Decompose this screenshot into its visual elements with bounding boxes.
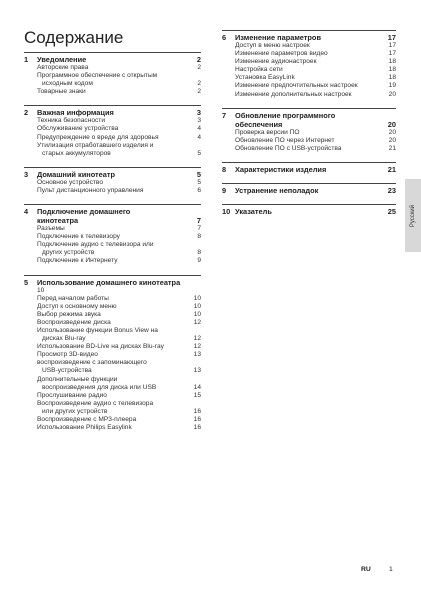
section-number: 6: [222, 33, 227, 42]
entry-text: Разъемы: [37, 225, 65, 233]
entry-page: 15: [193, 391, 201, 399]
toc-entry[interactable]: [222, 129, 396, 137]
toc-section: [24, 204, 201, 265]
entry-page: 18: [388, 74, 396, 82]
toc-section: [24, 167, 201, 195]
entry-spacer: [24, 134, 37, 142]
entry-page: 3: [197, 117, 201, 125]
toc-entry[interactable]: [222, 42, 396, 50]
entry-text: или других устройств: [42, 407, 108, 415]
toc-entry[interactable]: [222, 137, 396, 145]
toc-section: [222, 162, 396, 174]
toc-entry[interactable]: [222, 66, 396, 74]
entry-page: [189, 400, 201, 408]
entry-spacer: [24, 179, 37, 187]
entry-spacer: [24, 424, 37, 432]
entry-spacer: [24, 295, 37, 303]
section-number: 7: [222, 110, 227, 120]
entry-spacer: [24, 287, 37, 295]
entry-page: 10: [193, 294, 201, 302]
entry-spacer: [24, 376, 37, 384]
section-page: [189, 278, 201, 287]
entry-page: 16: [193, 416, 201, 423]
entry-text: Утилизация отработавшего изделия и: [37, 141, 154, 149]
entry-spacer: [24, 125, 37, 133]
toc-entry[interactable]: [24, 88, 201, 96]
section-page: 3: [196, 108, 201, 118]
entry-text: Предупреждение о вреде для здоровья: [37, 133, 159, 141]
entry-spacer: [24, 351, 37, 359]
toc-entry[interactable]: [24, 376, 201, 384]
entry-page: 10: [193, 302, 201, 310]
entry-page: 12: [193, 343, 201, 351]
toc-section-heading[interactable]: [24, 278, 201, 287]
entry-page: [189, 327, 201, 335]
entry-spacer: [24, 408, 37, 416]
entry-text: Подключение к телевизору: [37, 233, 120, 241]
entry-text: Воспроизведение аудио с телевизора: [37, 399, 154, 407]
entry-page: [189, 376, 201, 384]
toc-section-heading[interactable]: [222, 111, 396, 120]
entry-spacer: [24, 80, 37, 88]
toc-entry[interactable]: [24, 142, 201, 150]
entry-text: Установка EasyLink: [235, 74, 295, 82]
entry-text: Авторские права: [37, 64, 89, 71]
entry-page: 13: [193, 351, 201, 359]
footer-page-number: 1: [389, 566, 393, 573]
entry-spacer: [24, 367, 37, 375]
entry-page: [189, 142, 201, 150]
entry-spacer: [24, 343, 37, 351]
entry-page: 8: [197, 249, 201, 257]
entry-spacer: [222, 91, 235, 99]
entry-spacer: [24, 335, 37, 343]
entry-spacer: [24, 319, 37, 327]
entry-text: старых аккумуляторов: [42, 149, 111, 157]
entry-page: 12: [193, 318, 201, 326]
entry-text: других устройств: [42, 249, 95, 257]
entry-text: Прослушивание радио: [37, 391, 107, 399]
toc-section-heading[interactable]: [24, 170, 201, 179]
toc-section: [24, 52, 201, 96]
entry-spacer: [24, 311, 37, 319]
entry-text: Просмотр 3D-видео: [37, 351, 98, 359]
entry-page: 14: [193, 383, 201, 391]
side-tab-label: Русский: [410, 204, 416, 227]
entry-text: Обслуживание устройства: [37, 125, 119, 133]
entry-page: 12: [193, 335, 201, 343]
page-title: Содержание: [24, 28, 124, 47]
section-page: 2: [196, 55, 201, 64]
entry-text: Использование функции Bonus View на: [37, 326, 158, 334]
entry-page: 5: [197, 149, 201, 157]
toc-entry[interactable]: [24, 424, 201, 432]
section-page: 7: [196, 216, 201, 226]
toc-entry[interactable]: [24, 408, 201, 416]
section-title: Подключение домашнего: [37, 207, 131, 217]
entry-text: Проверка версии ПО: [235, 128, 300, 136]
entry-spacer: [24, 384, 37, 392]
entry-spacer: [24, 187, 37, 195]
entry-spacer: [222, 50, 235, 58]
entry-spacer: [24, 327, 37, 335]
entry-spacer: [24, 150, 37, 158]
language-side-tab: [405, 179, 421, 252]
toc-entry[interactable]: [24, 80, 201, 88]
section-number: 2: [24, 108, 29, 118]
toc-entry[interactable]: [24, 125, 201, 133]
toc-section-heading-cont[interactable]: [24, 216, 201, 225]
toc-entry[interactable]: [24, 416, 201, 424]
entry-text: Подключение к Интернету: [37, 257, 118, 265]
toc-entry[interactable]: [24, 400, 201, 408]
entry-text: Изменение предпочтительных настроек: [235, 82, 358, 90]
entry-text: Подключение аудио с телевизора или: [37, 241, 154, 249]
entry-page: 16: [193, 424, 201, 432]
entry-text: исходным кодом: [42, 80, 93, 88]
entry-spacer: [24, 257, 37, 265]
entry-page: 20: [388, 90, 396, 98]
section-page: [384, 111, 396, 120]
entry-text: Использование Philips Easylink: [37, 424, 132, 432]
toc-entry[interactable]: [24, 179, 201, 187]
section-number: 10: [222, 206, 231, 216]
section-page: 21: [387, 164, 396, 174]
entry-text: Воспроизведение с MP3-плеера: [37, 416, 137, 423]
toc-entry[interactable]: [222, 91, 396, 99]
toc-entry[interactable]: [24, 335, 201, 343]
entry-text: Изменение дополнительных настроек: [235, 90, 352, 98]
entry-spacer: [222, 66, 235, 74]
entry-spacer: [24, 303, 37, 311]
toc-section-heading[interactable]: [222, 207, 396, 216]
toc-entry[interactable]: [24, 287, 201, 295]
entry-spacer: [222, 42, 235, 50]
toc-section: [24, 275, 201, 433]
section-number-spacer: [222, 120, 235, 129]
entry-page: 10: [193, 310, 201, 318]
entry-page: [189, 241, 201, 249]
entry-spacer: [222, 74, 235, 82]
entry-page: 18: [388, 66, 396, 74]
toc-entry[interactable]: [222, 50, 396, 58]
section-page: 17: [387, 33, 396, 42]
section-page: 25: [387, 206, 396, 216]
section-page: 23: [387, 185, 396, 195]
toc-entry[interactable]: [24, 257, 201, 265]
entry-spacer: [222, 129, 235, 137]
entry-page: 2: [197, 88, 201, 96]
section-number: 9: [222, 185, 227, 195]
toc-section: [222, 30, 396, 99]
entry-text: 10: [37, 286, 45, 294]
entry-spacer: [24, 225, 37, 233]
entry-page: 8: [197, 233, 201, 241]
toc-entry[interactable]: [222, 82, 396, 90]
entry-page: 6: [197, 186, 201, 194]
toc-left-column: [24, 52, 201, 441]
toc-entry[interactable]: [24, 150, 201, 158]
toc-section-heading[interactable]: [24, 55, 201, 64]
entry-spacer: [222, 137, 235, 145]
entry-page: 2: [197, 80, 201, 88]
entry-text: дисках Blu-ray: [42, 335, 86, 343]
toc-entry[interactable]: [24, 187, 201, 195]
section-title: Указатель: [235, 206, 272, 216]
toc-section-heading[interactable]: [24, 207, 201, 216]
entry-spacer: [24, 72, 37, 80]
section-title: Обновление программного: [235, 110, 336, 120]
entry-page: 20: [388, 136, 396, 144]
toc-entry[interactable]: [24, 249, 201, 257]
entry-spacer: [24, 400, 37, 408]
entry-spacer: [24, 142, 37, 150]
toc-entry[interactable]: [24, 225, 201, 233]
section-title: Важная информация: [37, 108, 114, 118]
entry-spacer: [24, 117, 37, 125]
entry-spacer: [24, 392, 37, 400]
entry-spacer: [24, 359, 37, 367]
toc-entry[interactable]: [24, 303, 201, 311]
section-number: 1: [24, 55, 29, 64]
toc-section: [222, 183, 396, 195]
toc-entry[interactable]: [24, 343, 201, 351]
entry-spacer: [222, 58, 235, 66]
entry-page: 7: [197, 225, 201, 233]
entry-spacer: [24, 64, 37, 72]
entry-page: [189, 287, 201, 295]
entry-text: Настройка сети: [235, 66, 283, 74]
entry-page: 13: [193, 367, 201, 375]
section-title-line2: обеспечения: [235, 119, 283, 129]
toc-section: [222, 204, 396, 216]
toc-section-heading[interactable]: [222, 186, 396, 195]
toc-section: [24, 105, 201, 157]
entry-page: 21: [388, 144, 396, 152]
toc-section-heading[interactable]: [222, 165, 396, 174]
section-title: Уведомление: [37, 55, 87, 64]
entry-text: Основное устройство: [37, 178, 104, 186]
entry-page: 16: [193, 407, 201, 415]
toc-section-heading[interactable]: [222, 33, 396, 42]
section-page: 5: [196, 169, 201, 179]
section-number: 4: [24, 207, 29, 217]
entry-text: Товарные знаки: [37, 88, 86, 96]
toc-entry[interactable]: [24, 311, 201, 319]
entry-page: [189, 359, 201, 367]
section-number: 3: [24, 169, 29, 179]
entry-page: 18: [388, 58, 396, 66]
toc-entry[interactable]: [24, 384, 201, 392]
toc-entry[interactable]: [24, 327, 201, 335]
section-title-line2: кинотеатра: [37, 216, 79, 226]
toc-entry[interactable]: [222, 145, 396, 153]
toc-section-heading-cont[interactable]: [222, 120, 396, 129]
entry-spacer: [222, 82, 235, 90]
entry-spacer: [24, 88, 37, 96]
toc-entry[interactable]: [222, 74, 396, 82]
toc-entry[interactable]: [24, 367, 201, 375]
entry-text: Изменение аудионастроек: [235, 58, 317, 66]
entry-spacer: [222, 145, 235, 153]
toc-right-column: [222, 30, 396, 225]
entry-text: Обновление ПО через Интернет: [235, 136, 335, 144]
toc-entry[interactable]: [24, 392, 201, 400]
toc-entry[interactable]: [24, 233, 201, 241]
entry-text: Обновление ПО с USB-устройства: [235, 144, 342, 152]
toc-entry[interactable]: [24, 295, 201, 303]
footer-language: RU: [361, 566, 371, 573]
section-title: Домашний кинотеатр: [37, 169, 116, 179]
entry-page: 4: [197, 125, 201, 133]
toc-entry[interactable]: [24, 64, 201, 72]
entry-text: Доступ к основному меню: [37, 302, 117, 310]
entry-text: USB-устройства: [42, 367, 92, 375]
toc-entry[interactable]: [24, 319, 201, 327]
entry-text: Техника безопасности: [37, 117, 106, 125]
entry-spacer: [24, 416, 37, 424]
section-page: [189, 207, 201, 216]
entry-text: Программное обеспечение с открытым: [37, 72, 158, 80]
entry-page: 9: [197, 257, 201, 265]
entry-spacer: [24, 249, 37, 257]
entry-spacer: [24, 233, 37, 241]
section-title: Характеристики изделия: [235, 164, 327, 174]
section-number: 5: [24, 277, 29, 287]
entry-text: воспроизведение с запоминающего: [37, 359, 147, 367]
section-number: 8: [222, 164, 227, 174]
entry-text: воспроизведения для диска или USB: [42, 383, 157, 391]
toc-entry[interactable]: [24, 134, 201, 142]
entry-page: 5: [197, 178, 201, 186]
entry-text: Дополнительные функции: [37, 375, 118, 383]
entry-text: Изменение параметров видео: [235, 50, 328, 58]
section-title: Использование домашнего кинотеатра: [37, 277, 181, 287]
entry-page: 19: [388, 82, 396, 90]
section-page: 20: [387, 119, 396, 129]
toc-entry[interactable]: [24, 351, 201, 359]
entry-page: 17: [388, 50, 396, 58]
entry-spacer: [24, 241, 37, 249]
entry-page: 2: [197, 64, 201, 71]
entry-page: 20: [388, 128, 396, 136]
entry-text: Доступ в меню настроек: [235, 42, 310, 49]
entry-page: 17: [388, 42, 396, 49]
entry-text: Воспроизведение диска: [37, 318, 111, 326]
section-title: Устранение неполадок: [235, 185, 319, 195]
entry-text: Использование BD-Live на дисках Blu-ray: [37, 343, 164, 351]
section-number-spacer: [24, 216, 37, 225]
toc-entry[interactable]: [24, 72, 201, 80]
entry-page: [189, 72, 201, 80]
section-title: Изменение параметров: [235, 33, 321, 42]
entry-text: Пульт дистанционного управления: [37, 186, 144, 194]
toc-section: [222, 108, 396, 153]
entry-text: Перед началом работы: [37, 294, 109, 302]
entry-page: 4: [197, 133, 201, 141]
entry-text: Выбор режима звука: [37, 310, 101, 318]
